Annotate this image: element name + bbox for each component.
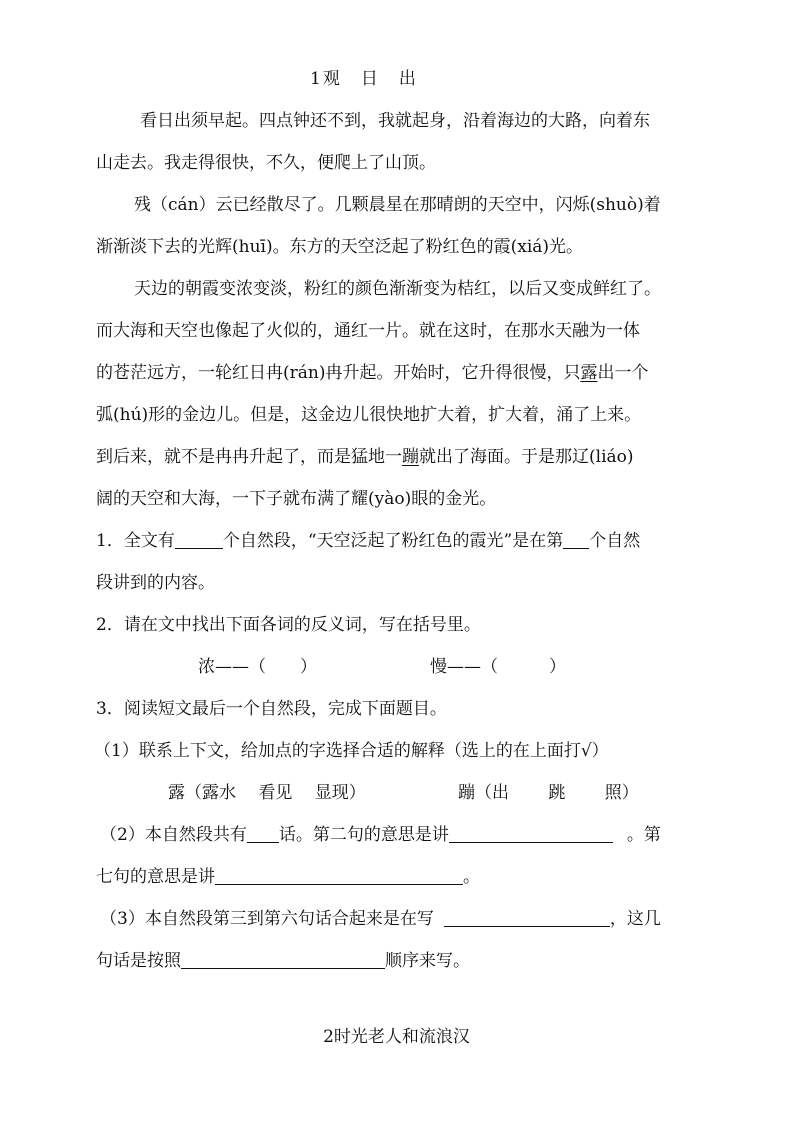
q3-sub3-text-a: （3）本自然段第三到第六句话合起来是在写 (100, 909, 434, 929)
para3-line6: 阔的天空和大海，一下子就布满了耀(yào)眼的金光。 (96, 489, 497, 509)
underlined-char-lu: 露 (580, 363, 598, 383)
question-3: 3．阅读短文最后一个自然段，完成下面题目。 (96, 699, 447, 719)
para3-line3-text-b: 出一个 (597, 363, 649, 383)
q3-sub2-text-b: 话。第二句的意思是讲 (278, 825, 449, 845)
question-1-line1 (96, 530, 640, 552)
q3-sub2-text-a: （2）本自然段共有 (100, 825, 247, 845)
q3-sub1-options-beng[interactable]: 蹦（出 跳 照） (458, 783, 639, 803)
lesson-2-title: 2时光老人和流浪汉 (323, 1027, 470, 1047)
para2-line2: 渐渐淡下去的光辉(huī)。东方的天空泛起了粉红色的霞(xiá)光。 (96, 237, 584, 257)
para2-line1: 残（cán）云已经散尽了。几颗晨星在那晴朗的天空中，闪烁(shuò)着 (134, 195, 661, 215)
para3-line4: 弧(hú)形的金边儿。但是，这金边儿很快地扩大着，扩大着，涌了上来。 (96, 405, 642, 425)
para3-line5-text-b: 就出了海面。于是那辽(liáo) (419, 447, 634, 467)
para3-line3 (96, 362, 648, 384)
q3-sub3-text-c: 句话是按照 (96, 951, 181, 971)
q3-blank-sentence-2-meaning[interactable] (449, 824, 613, 843)
para3-line2: 而大海和天空也像起了火似的，通红一片。就在这时，在那水天融为一体 (96, 321, 640, 341)
underlined-char-beng: 蹦 (402, 447, 419, 467)
q3-blank-writing-order[interactable] (181, 950, 385, 969)
q3-sub3-text-d: 顺序来写。 (385, 951, 470, 971)
q1-blank-paragraph-number[interactable] (563, 530, 589, 549)
q1-text-c: 个自然 (589, 531, 641, 551)
q3-sub3-text-b: ，这几 (609, 909, 661, 929)
para3-line5 (96, 446, 634, 468)
para1-line1: 看日出须早起。四点钟还不到，我就起身，沿着海边的大路，向着东 (140, 111, 650, 131)
q2-antonym-nong[interactable]: 浓——（ ） (198, 657, 317, 677)
q3-blank-sentence-7-meaning[interactable] (215, 866, 463, 885)
q3-sub2-line1 (100, 824, 661, 846)
q1-blank-paragraph-count[interactable] (175, 530, 223, 549)
para3-line5-text-a: 到后来，就不是冉冉升起了，而是猛地一 (96, 447, 402, 467)
q3-sub3-line2 (96, 950, 470, 972)
q3-blank-sentences-3-6-topic[interactable] (444, 908, 610, 927)
para3-line3-text-a: 的苍茫远方，一轮红日冉(rán)冉升起。开始时，它升得很慢，只 (96, 363, 581, 383)
question-2: 2．请在文中找出下面各词的反义词，写在括号里。 (96, 615, 481, 635)
q3-sub2-text-c: 。第 (626, 825, 661, 845)
q2-antonym-man[interactable]: 慢——（ ） (430, 657, 566, 677)
q3-sub2-text-e: 。 (463, 867, 480, 887)
question-1-line2: 段讲到的内容。 (96, 573, 215, 593)
q3-sub2-text-d: 七句的意思是讲 (96, 867, 215, 887)
q3-sub3-line1 (100, 908, 661, 930)
lesson-1-title: 1观 日 出 (310, 69, 418, 89)
q3-sub1: （1）联系上下文，给加点的字选择合适的解释（选上的在上面打√） (94, 741, 609, 761)
q3-sub1-options-lu[interactable]: 露（露水 看见 显现） (168, 783, 366, 803)
q3-blank-sentence-count[interactable] (247, 824, 279, 843)
q1-text-b: 个自然段，“天空泛起了粉红色的霞光”是在第 (222, 531, 564, 551)
q1-text-a: 1．全文有 (96, 531, 175, 551)
para3-line1: 天边的朝霞变浓变淡，粉红的颜色渐渐变为桔红，以后又变成鲜红了。 (134, 279, 661, 299)
para1-line2: 山走去。我走得很快，不久，便爬上了山顶。 (96, 153, 436, 173)
q3-sub2-line2 (96, 866, 480, 888)
